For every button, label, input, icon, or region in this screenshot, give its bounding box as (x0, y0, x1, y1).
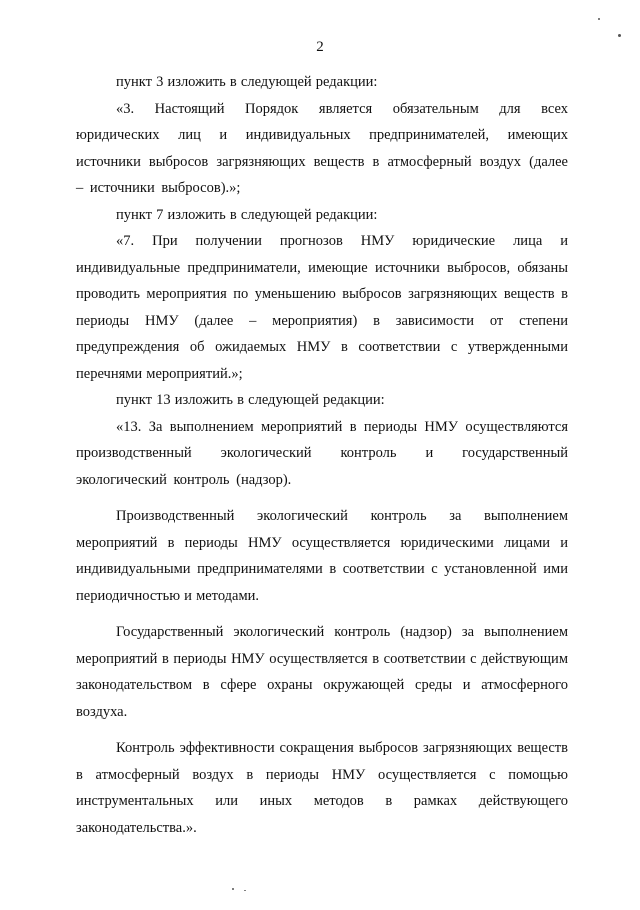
document-body (76, 69, 568, 841)
scan-speck (244, 890, 246, 891)
paragraph-point-3-text: «3. Настоящий Порядок является обязательным для всех юридических лиц и индивидуальных предпринимателей, имеющих источники выбросов загрязняющих веществ в атмосферный воздух (далее – источники выбросов).»; (76, 100, 568, 196)
scan-speck (598, 18, 600, 20)
page-number: 2 (316, 39, 324, 55)
scan-speck (232, 888, 234, 890)
paragraph-state-control: Государственный экологический контроль (надзор) за выполнением мероприятий в периоды НМУ осуществляется в соответствии с действующим законодательством в сфере охраны окружающей среды и атмосферного воздуха. (76, 624, 568, 720)
paragraph-amend-point-7: пункт 7 изложить в следующей редакции: (116, 206, 378, 223)
paragraph-efficiency-control: Контроль эффективности сокращения выбросов загрязняющих веществ в атмосферный воздух в периоды НМУ осуществляется с помощью инструментальных или иных методов в рамках действующего законодательства.». (76, 740, 568, 836)
paragraph-amend-point-3: пункт 3 изложить в следующей редакции: (116, 74, 378, 90)
paragraph-amend-point-13: пункт 13 изложить в следующей редакции: (116, 392, 385, 408)
paragraph-production-control: Производственный экологический контроль за выполнением мероприятий в периоды НМУ осуществляется юридическими лицами и индивидуальными предпринимателями в соответствии с установленной ими периодичностью и методами. (76, 508, 568, 604)
paragraph-point-7-text: «7. При получении прогнозов НМУ юридические лица и индивидуальные предприниматели, имеющие источники выбросов, обязаны проводить мероприятия по уменьшению выбросов загрязняющих веществ в периоды НМУ (далее – мероприятия) в зависимости от степени предупреждения об ожидаемых НМУ в соответствии с утвержденными перечнями мероприятий.»; (76, 233, 568, 382)
paragraph-point-13-text: «13. За выполнением мероприятий в периоды НМУ осуществляются производственный экологический контроль и государственный экологический контроль (надзор). (76, 418, 568, 488)
scan-speck (618, 34, 621, 37)
